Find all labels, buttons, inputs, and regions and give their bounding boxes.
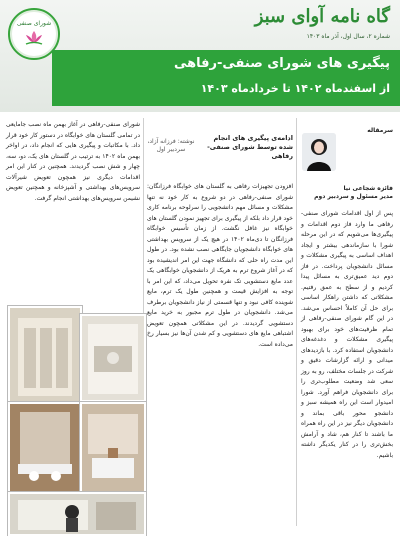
photo-image bbox=[82, 316, 144, 400]
green-box bbox=[6, 120, 140, 250]
logo-text: شورای صنفی bbox=[16, 20, 52, 27]
green-box-text: شورای صنفی-رفاهی در آغاز بهمن ماه نصب جامایعی در تمامی گلستان های خوابگاه در دستور کار خود قرار داد. با مکاتبات و پیگیری هایی که انجام داد، در اواخر بهمن ماه ۱۴۰۲ به ترتیب در گلستان های یک، دو، سه، چهار و شش نصب گردیدند. همچنین در کنار این امر اقدامات دیگری نیز همچون تعویض شیرآلات سرویس‌های بهداشتی و آشپزخانه و همچنین تعویض نشیمن سرویس‌های بهداشتی انجام گرفت. bbox=[6, 121, 140, 202]
photo-worker-installing bbox=[8, 492, 146, 536]
photo-restroom-2 bbox=[80, 314, 146, 402]
photo-restroom-3 bbox=[8, 402, 82, 494]
article-title: ادامه‌ی پیگیری های انجام شده توسط شورای صنفی-رفاهی bbox=[207, 134, 293, 160]
photo-image bbox=[82, 404, 144, 492]
photo-image bbox=[10, 404, 80, 492]
author-photo bbox=[302, 133, 336, 171]
header bbox=[0, 0, 400, 112]
article-byline: نوشته: فرزانه آزاد، سردبیر اول bbox=[147, 138, 195, 153]
photo-image bbox=[10, 308, 80, 402]
photo-restroom-4 bbox=[80, 402, 146, 494]
masthead-title: گاه نامه آوای سبز bbox=[254, 6, 390, 27]
author-role: مدیر مسئول و سردبیر دوم bbox=[314, 193, 393, 200]
lotus-icon bbox=[23, 29, 45, 47]
column-divider bbox=[296, 118, 297, 526]
article-text: افزودن تجهیزات رفاهی به گلستان های خوابگاه فرزانگان: شورای صنفی-رفاهی در دو شروع به کار خود نه تنها مشکلات و مسائل مهم دانشجویی را سرلوحه برنامه کاری خود قرار داد بلکه از پیگیری برای تجهیز نمودن گلستان های خوابگاه نیز غافل نگشت. از زمان تأسیس خوابگاه فرزانگان تا دی‌ماه ۱۴۰۲ در هیچ یک از سرویس بهداشتی های خوابگاه دانشجویان جایگاهی نصب نشده بود. در طول این مدت راه حلی که دانشگاه جهت این امر اندیشیده بود که در آغاز شروع ترم به هریک از دانشجویان خوابگاهی یک عدد مایع دستشویی تک نفره تحویل می‌داد، که این امر با توجه به افزایش قیمت و همچنین طول یک ترم، مایع شوینده کافی نبود و تنها قسمتی از نیاز دانشجویان برطرف می‌شد. دانشجویان در طول ترم مجبور به خرید مایع دستشویی گردیدند. در این مشکلاتی همچون تعویض اشتباهی مایع های دستشویی و کم شدن آن‌ها نیز بسیار رخ می‌داده است. bbox=[147, 183, 293, 348]
article-column bbox=[145, 134, 293, 530]
banner-title: پیگیری های شورای صنفی-رفاهی bbox=[173, 56, 390, 71]
editorial-label: سرمقاله bbox=[367, 127, 393, 134]
banner-subtitle: از اسفندماه ۱۴۰۲ تا خردادماه ۱۴۰۳ bbox=[200, 82, 390, 95]
content-area bbox=[0, 112, 400, 533]
avatar bbox=[302, 133, 336, 171]
editorial-column bbox=[300, 127, 395, 528]
title-banner bbox=[52, 50, 400, 106]
photo-image bbox=[10, 494, 144, 534]
photo-restroom-1 bbox=[8, 306, 82, 404]
editorial-text: پس از اول اقدامات شورای صنفی-رفاهی ما وارد فاز دوم اقدامات و پیگیری‌ها می‌شویم که در این مرحله شورا با سازماندهی بیشتر و ایجاد اهداف اساسی به پیگیری مشکلات و مسائل دانشجویان پرداخت. در فاز دوم دید عمیق‌تری به مسائل پیدا کردیم و از سطح به عمق رفتیم. مشکلاتی که داشتن راهکار اساسی برای حل آن کاملاً احساس می‌شد. در این گام شورای صنفی-رفاهی از تمام ظرفیت‌های خود برای بهبود پیگیری مشکلات و دغدغه‌های دانشجویان استفاده کرد. با بازدیدهای میدانی و ارائه گزارشات دقیق و شرکت در جلسات مختلف، رو به روز سعی شد وضعیت مطلوب‌تری را برای دانشجویان فراهم آورد. شورا امیدوار است این راه همیشه سبز و دانشجو محور باقی بماند و دانشجویان دیگر نیز در این راه همراه ما باشند تا کنار هم، شاد و آرامش بخش‌تری را در کنار یکدیگر داشته باشیم. bbox=[301, 210, 393, 459]
author-name: فائزه شجاعی نیا bbox=[343, 185, 393, 192]
issue-line: شماره ۲، سال اول، آذر ماه ۱۴۰۳ bbox=[306, 33, 390, 40]
